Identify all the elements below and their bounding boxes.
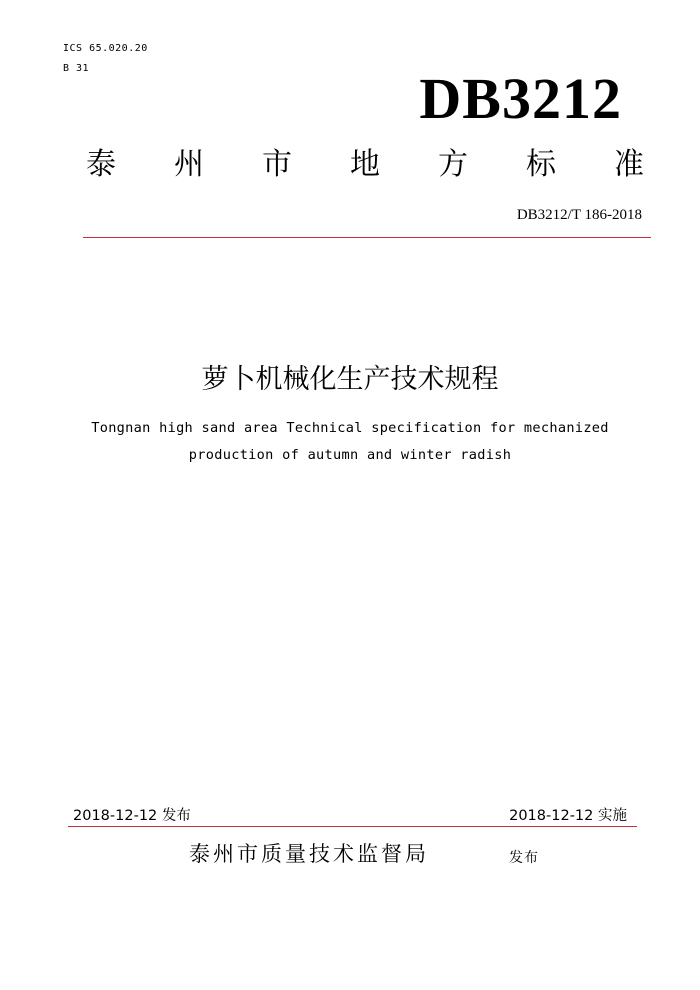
implement-date: 2018-12-12 实施 xyxy=(509,808,627,824)
title-en-line-2: production of autumn and winter radish xyxy=(188,447,512,463)
standard-type-char: 准 xyxy=(614,147,644,182)
standard-type-char: 州 xyxy=(174,147,204,182)
publish-date: 2018-12-12 发布 xyxy=(73,808,191,824)
issuing-authority: 泰州市质量技术监督局 xyxy=(189,842,429,866)
document-title-zh: 萝卜机械化生产技术规程 xyxy=(201,364,499,395)
standard-type-char: 地 xyxy=(350,147,380,182)
title-en-line-1: Tongnan high sand area Technical specification for mechanized xyxy=(91,420,609,436)
header-divider xyxy=(83,237,651,238)
standard-brand-code: DB3212 xyxy=(419,66,622,131)
standard-type-heading xyxy=(86,147,644,182)
document-title-en xyxy=(50,415,650,469)
standard-type-char: 标 xyxy=(526,147,556,182)
issuer-suffix: 发布 xyxy=(509,850,539,866)
ccs-code: B 31 xyxy=(63,63,90,74)
standard-type-char: 方 xyxy=(438,147,468,182)
standard-type-char: 市 xyxy=(262,147,292,182)
standard-number: DB3212/T 186-2018 xyxy=(516,207,642,223)
standard-type-char: 泰 xyxy=(86,147,116,182)
ics-code: ICS 65.020.20 xyxy=(63,43,148,54)
footer-divider xyxy=(68,826,637,827)
